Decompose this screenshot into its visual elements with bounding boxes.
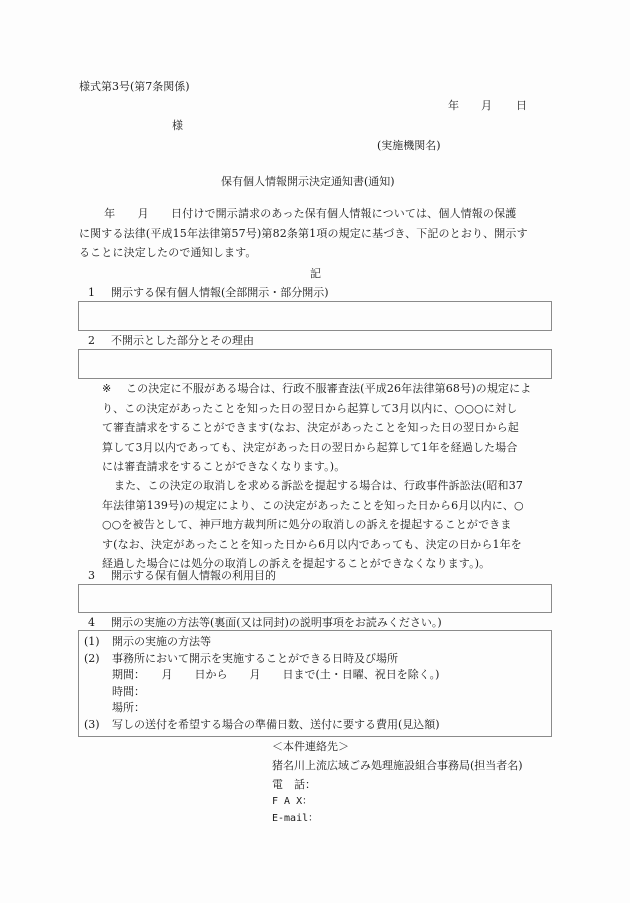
method-list	[84, 636, 440, 735]
date-year-label: 年	[448, 99, 459, 112]
section-4-heading	[88, 617, 442, 628]
contact-email: E-mail：	[272, 813, 319, 824]
method-item-number: (1)	[84, 635, 100, 648]
method-item-number: (3)	[84, 717, 100, 731]
contact-phone: 電 話：	[272, 778, 316, 791]
section-number: 4	[88, 616, 95, 629]
section-title: 開示する保有個人情報(全部開示・部分開示)	[111, 286, 329, 299]
section-2-heading	[88, 335, 254, 346]
notice-line: て審査請求をすることができます(なお、決定があったことを知った日の翌日から起	[102, 421, 519, 434]
notice-line: す(なお、決定があったことを知った日から6月以内であっても、決定の日から1年を	[102, 537, 522, 551]
method-item	[84, 636, 440, 653]
method-item	[84, 669, 440, 686]
section-1-heading	[88, 287, 329, 298]
section-1-field[interactable]	[78, 301, 552, 331]
notice-line: また、この決定の取消しを求める訴訟を提起する場合は、行政事件訴訟法(昭和37	[114, 479, 523, 492]
form-number: 様式第3号(第7条関係)	[79, 80, 190, 93]
section-number: 3	[88, 569, 95, 582]
date-month-label: 月	[481, 99, 492, 112]
notice-line: には審査請求をすることができなくなります。)。	[102, 460, 346, 473]
section-4-box	[78, 630, 552, 737]
intro-line: ることに決定したので通知します。	[79, 246, 257, 259]
method-item-text: 写しの送付を希望する場合の準備日数、送付に要する費用(見込額)	[112, 717, 440, 731]
section-number: 2	[88, 334, 95, 347]
intro-line: 年 月 日付けで開示請求のあった保有個人情報については、個人情報の保護	[93, 207, 517, 220]
section-title: 開示の実施の方法等(裏面(又は同封)の説明事項をお読みください。)	[111, 616, 442, 629]
intro-paragraph	[79, 208, 528, 267]
method-item-text: 開示の実施の方法等	[112, 635, 211, 648]
method-place: 場所：	[112, 701, 145, 714]
section-title: 不開示とした部分とその理由	[111, 334, 254, 347]
notice-line: 年法律第139号)の規定により、この決定があったことを知った日から6月以内に、○	[102, 498, 524, 512]
issuer-name: (実施機関名)	[377, 139, 441, 152]
notice-line: この決定に不服がある場合は、行政不服審査法(平成26年法律第68号)の規定によ	[126, 382, 532, 395]
method-item	[84, 719, 440, 736]
notice-line: 算して3月以内であっても、決定があった日の翌日から起算して1年を経過した場合	[102, 440, 518, 454]
notice-mark: ※	[102, 382, 112, 395]
section-2-field[interactable]	[78, 349, 552, 379]
section-number: 1	[88, 286, 95, 299]
method-time: 時間：	[112, 684, 145, 698]
notice-paragraph-2	[102, 480, 524, 578]
method-item-number: (2)	[84, 651, 100, 665]
ki-heading: 記	[310, 267, 321, 280]
notice-line: り、この決定があったことを知った日の翌日から起算して3月以内に、○○○に対し	[102, 401, 518, 415]
method-item-text: 事務所において開示を実施することができる日時及び場所	[112, 651, 398, 665]
intro-line: に関する法律(平成15年法律第57号)第82条第1項の規定に基づき、下記のとおり、開示す	[79, 226, 528, 240]
notice-line: 経過した場合には処分の取消しの訴えを提起することができなくなります。)。	[102, 557, 491, 570]
section-3-heading	[88, 570, 276, 581]
section-title: 開示する保有個人情報の利用目的	[111, 569, 276, 582]
notice-paragraph-1	[102, 383, 531, 481]
notice-line: ○○を被告として、神戸地方裁判所に処分の取消しの訴えを提起することができま	[102, 518, 512, 531]
method-item	[84, 653, 440, 670]
document-title: 保有個人情報開示決定通知書(通知)	[221, 175, 395, 188]
method-item	[84, 702, 440, 719]
method-period: 期間： 月 日から 月 日まで(土・日曜、祝日を除く。)	[112, 668, 440, 681]
section-3-field[interactable]	[78, 584, 552, 613]
addressee-suffix: 様	[172, 119, 183, 132]
contact-heading: ＜本件連絡先＞	[272, 740, 349, 753]
contact-office: 猪名川上流広域ごみ処理施設組合事務局(担当者名)	[272, 759, 523, 772]
contact-fax: F A X：	[272, 796, 313, 807]
date-day-label: 日	[516, 99, 527, 112]
method-item	[84, 686, 440, 703]
